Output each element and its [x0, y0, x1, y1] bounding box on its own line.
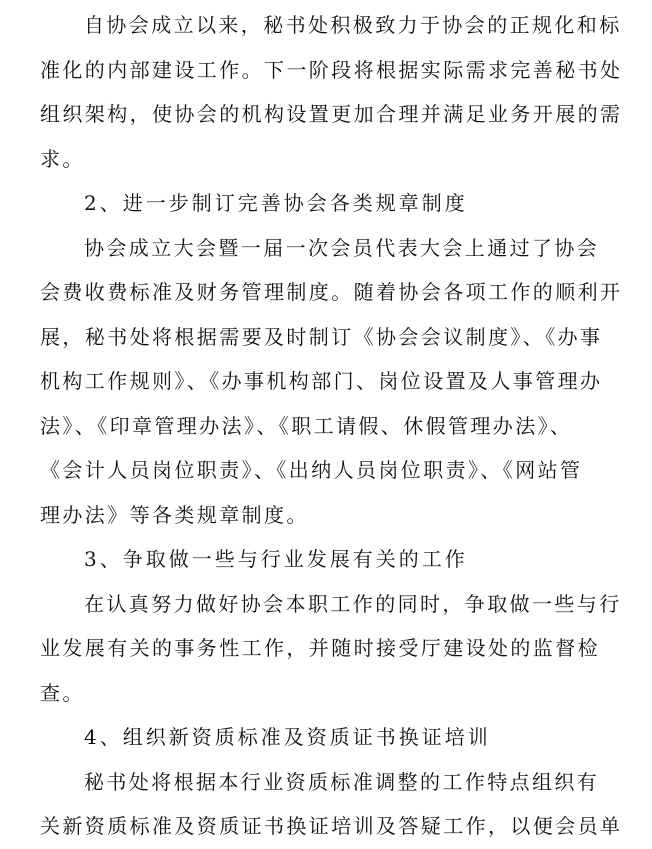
text-line: 在认真努力做好协会本职工作的同时，争取做一些与行 — [84, 591, 622, 616]
text-line: 组织架构，使协会的机构设置更加合理并满足业务开展的需 — [40, 102, 623, 126]
text-line: 法》、《印章管理办法》、《职工请假、休假管理办法》、 — [40, 413, 573, 438]
text-line: 查。 — [40, 680, 85, 705]
text-line: 《会计人员岗位职责》、《出纳人员岗位职责》、《网站管 — [40, 458, 583, 482]
text-line: 协会成立大会暨一届一次会员代表大会上通过了协会 — [84, 235, 600, 260]
text-line: 理办法》等各类规章制度。 — [40, 502, 309, 527]
document-body — [40, 3, 623, 849]
text-line: 业发展有关的事务性工作，并随时接受厅建设处的监督检 — [40, 636, 600, 660]
text-line: 秘书处将根据本行业资质标准调整的工作特点组织有 — [84, 769, 600, 794]
text-line: 会费收费标准及财务管理制度。随着协会各项工作的顺利开 — [40, 280, 623, 304]
text-line: 准化的内部建设工作。下一阶段将根据实际需求完善秘书处 — [40, 57, 623, 82]
section-heading: 4、组织新资质标准及资质证书换证培训 — [84, 725, 491, 749]
section-heading: 3、争取做一些与行业发展有关的工作 — [84, 547, 468, 571]
text-line: 展，秘书处将根据需要及时制订《协会会议制度》、《办事 — [40, 324, 603, 349]
text-line: 求。 — [40, 146, 85, 171]
text-line: 自协会成立以来，秘书处积极致力于协会的正规化和标 — [84, 13, 622, 37]
text-line: 关新资质标准及资质证书换证培训及答疑工作，以便会员单 — [40, 814, 623, 838]
text-line: 机构工作规则》、《办事机构部门、岗位设置及人事管理办 — [40, 369, 603, 393]
section-heading: 2、进一步制订完善协会各类规章制度 — [84, 191, 468, 215]
